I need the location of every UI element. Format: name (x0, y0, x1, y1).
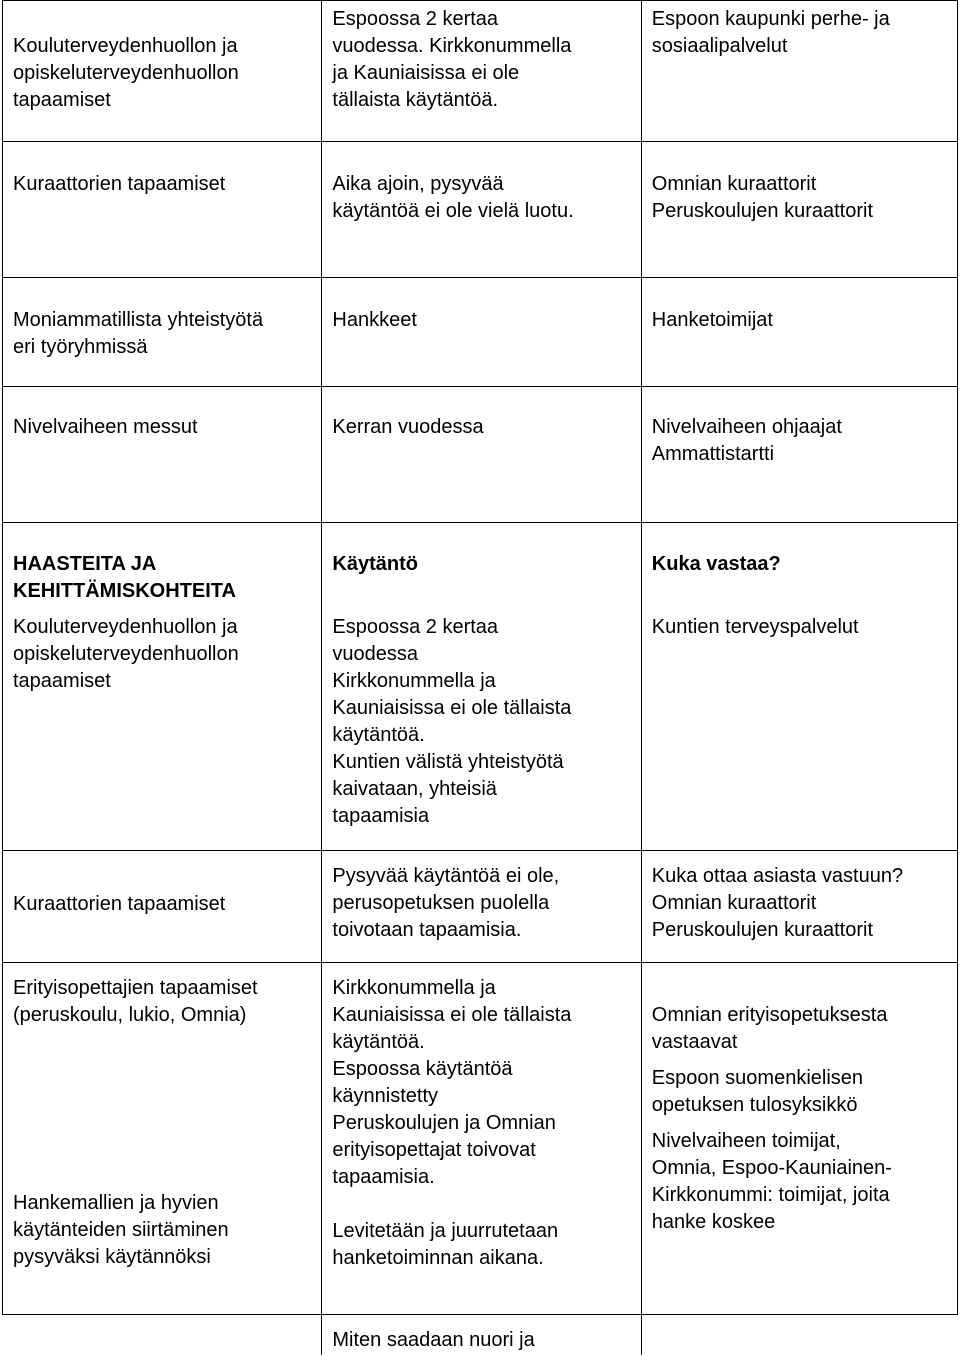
cell-text: Omnian erityisopetuksesta vastaavat (651, 1004, 888, 1053)
table-cell (641, 963, 957, 1315)
column-header-practice: Käytäntö (332, 553, 418, 575)
cell-text: Kerran vuodessa (332, 416, 484, 438)
cell-text: Hanketoimijat (651, 309, 773, 331)
cell-text: Espoon suomenkielisen opetuksen tulosyksikkö (651, 1067, 864, 1116)
table-cell (3, 142, 322, 278)
table-cell (3, 523, 322, 851)
table-row (3, 523, 958, 851)
cell-text: Hankemallien ja hyvien käytänteiden siirtäminen pysyväksi käytännöksi (13, 1192, 229, 1268)
table-cell (322, 851, 641, 963)
cell-text: Kouluterveydenhuollon ja opiskeluterveydenhuollon tapaamiset (13, 616, 239, 692)
table-row (3, 851, 958, 963)
cell-text: Kouluterveydenhuollon ja opiskeluterveydenhuollon tapaamiset (13, 35, 239, 111)
table-cell (3, 278, 322, 387)
table-cell (3, 851, 322, 963)
table-cell (3, 387, 322, 523)
cell-text: Aika ajoin, pysyvää käytäntöä ei ole vielä luotu. (332, 173, 574, 222)
table-cell (322, 523, 641, 851)
cell-text: Nivelvaiheen toimijat, Omnia, Espoo-Kauniainen- Kirkkonummi: toimijat, joita hanke koskee (651, 1130, 892, 1233)
cell-text: Kuka ottaa asiasta vastuun? Omnian kuraattorit Peruskoulujen kuraattorit (651, 865, 904, 941)
cell-text: Omnian kuraattorit Peruskoulujen kuraattorit (651, 173, 874, 222)
table-cell (322, 142, 641, 278)
table-cell (641, 1315, 957, 1355)
cell-text: Kuraattorien tapaamiset (13, 173, 226, 195)
cell-text: Espoossa 2 kertaa vuodessa Kirkkonummella ja Kauniaisissa ei ole tällaista käytäntöä. Kuntien välistä yhteistyötä kaivataan, yhteisiä tapaamisia (332, 616, 572, 827)
cell-text: Erityisopettajien tapaamiset (peruskoulu, lukio, Omnia) (13, 977, 258, 1026)
cell-text: Kirkkonummella ja Kauniaisissa ei ole tällaista käytäntöä. Espoossa käytäntöä käynnistetty Peruskoulujen ja Omnian erityisopettajat toivovat tapaamisia. (332, 977, 572, 1188)
cell-text: Miten saadaan nuori ja (332, 1329, 535, 1351)
cell-text: Kuntien terveyspalvelut (651, 616, 859, 638)
cell-text: Nivelvaiheen ohjaajat Ammattistartti (651, 416, 842, 465)
table-cell (322, 1, 641, 142)
table-cell (3, 1315, 322, 1355)
table-cell (641, 278, 957, 387)
cell-text: Hankkeet (332, 309, 417, 331)
table-cell (322, 278, 641, 387)
table-row (3, 142, 958, 278)
cell-text: Espoossa 2 kertaa vuodessa. Kirkkonummella ja Kauniaisissa ei ole tällaista käytäntöä. (332, 8, 572, 111)
cell-text: Nivelvaiheen messut (13, 416, 198, 438)
cell-text: Espoon kaupunki perhe- ja sosiaalipalvelut (651, 8, 890, 57)
table-cell (3, 963, 322, 1315)
cell-text: Kuraattorien tapaamiset (13, 893, 226, 915)
practices-table (2, 0, 958, 1355)
table-cell (322, 963, 641, 1315)
table-cell (641, 387, 957, 523)
table-row (3, 387, 958, 523)
table-cell (641, 142, 957, 278)
cell-text: Moniammatillista yhteistyötä eri työryhmissä (13, 309, 264, 358)
column-header-challenges: HAASTEITA JA KEHITTÄMISKOHTEITA (13, 553, 236, 602)
table-cell (3, 1, 322, 142)
table-row (3, 278, 958, 387)
column-header-responsible: Kuka vastaa? (651, 553, 781, 575)
table-cell (322, 1315, 641, 1355)
table-cell (322, 387, 641, 523)
table-row (3, 1, 958, 142)
table-cell (641, 1, 957, 142)
table-row (3, 1315, 958, 1355)
table-cell (641, 523, 957, 851)
cell-text: Pysyvää käytäntöä ei ole, perusopetuksen puolella toivotaan tapaamisia. (332, 865, 560, 941)
cell-text: Levitetään ja juurrutetaan hanketoiminnan aikana. (332, 1220, 559, 1269)
table-row (3, 963, 958, 1315)
table-cell (641, 851, 957, 963)
